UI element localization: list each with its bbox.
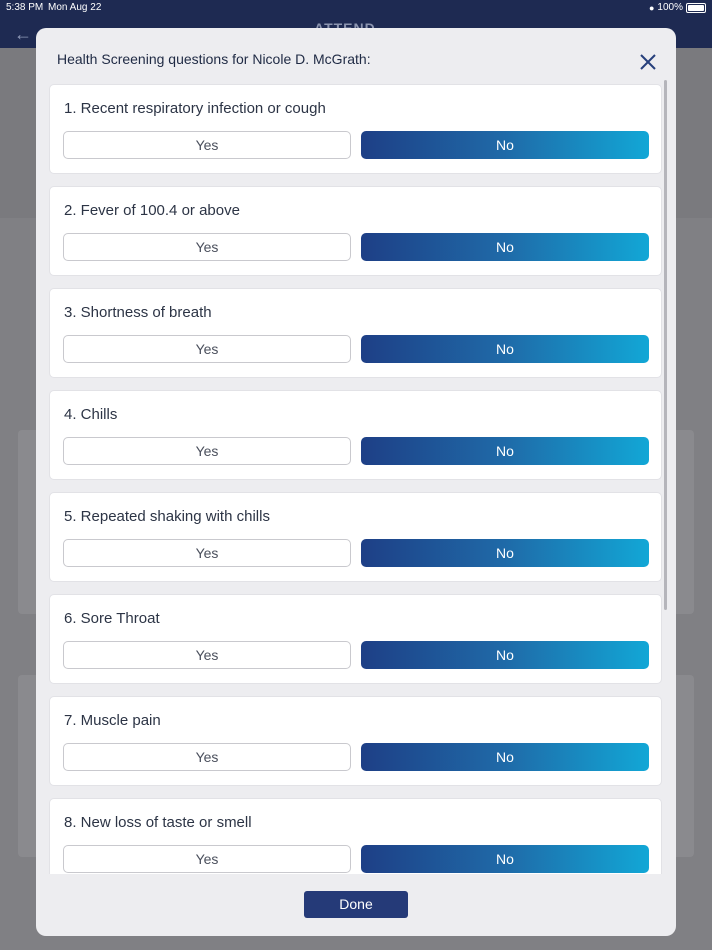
done-button[interactable]: Done: [304, 891, 408, 918]
yes-button[interactable]: Yes: [63, 335, 351, 363]
questions-list[interactable]: [49, 84, 663, 874]
yes-button[interactable]: Yes: [63, 743, 351, 771]
question-card: [49, 594, 662, 684]
question-text: 1. Recent respiratory infection or cough: [64, 100, 326, 117]
question-card: [49, 186, 662, 276]
no-button[interactable]: No: [361, 641, 649, 669]
question-text: 6. Sore Throat: [64, 610, 160, 627]
no-button[interactable]: No: [361, 335, 649, 363]
question-text: 7. Muscle pain: [64, 712, 161, 729]
question-card: [49, 798, 662, 874]
back-arrow-icon[interactable]: ←: [14, 24, 32, 44]
yes-button[interactable]: Yes: [63, 233, 351, 261]
close-button[interactable]: [635, 49, 661, 75]
yes-button[interactable]: Yes: [63, 437, 351, 465]
yes-button[interactable]: Yes: [63, 641, 351, 669]
question-card: [49, 492, 662, 582]
yes-button[interactable]: Yes: [63, 539, 351, 567]
status-time: 5:38 PM: [6, 2, 44, 13]
battery-icon: [686, 3, 706, 13]
question-card: [49, 696, 662, 786]
question-card: [49, 84, 662, 174]
wifi-icon: ●: [648, 2, 655, 13]
question-text: 2. Fever of 100.4 or above: [64, 202, 240, 219]
question-text: 8. New loss of taste or smell: [64, 814, 252, 831]
modal-title: Health Screening questions for Nicole D. McGrath:: [57, 51, 371, 67]
scrollbar[interactable]: [664, 80, 667, 610]
status-bar: [0, 0, 712, 14]
status-date: Mon Aug 22: [48, 2, 102, 13]
health-screening-modal: [36, 28, 676, 936]
yes-button[interactable]: Yes: [63, 845, 351, 873]
no-button[interactable]: No: [361, 845, 649, 873]
question-card: [49, 288, 662, 378]
no-button[interactable]: No: [361, 743, 649, 771]
close-icon: [635, 49, 661, 75]
status-right: [649, 2, 706, 13]
question-text: 5. Repeated shaking with chills: [64, 508, 270, 525]
no-button[interactable]: No: [361, 437, 649, 465]
question-text: 3. Shortness of breath: [64, 304, 212, 321]
no-button[interactable]: No: [361, 131, 649, 159]
yes-button[interactable]: Yes: [63, 131, 351, 159]
question-card: [49, 390, 662, 480]
battery-percent: 100%: [657, 2, 683, 13]
no-button[interactable]: No: [361, 539, 649, 567]
no-button[interactable]: No: [361, 233, 649, 261]
question-text: 4. Chills: [64, 406, 118, 423]
